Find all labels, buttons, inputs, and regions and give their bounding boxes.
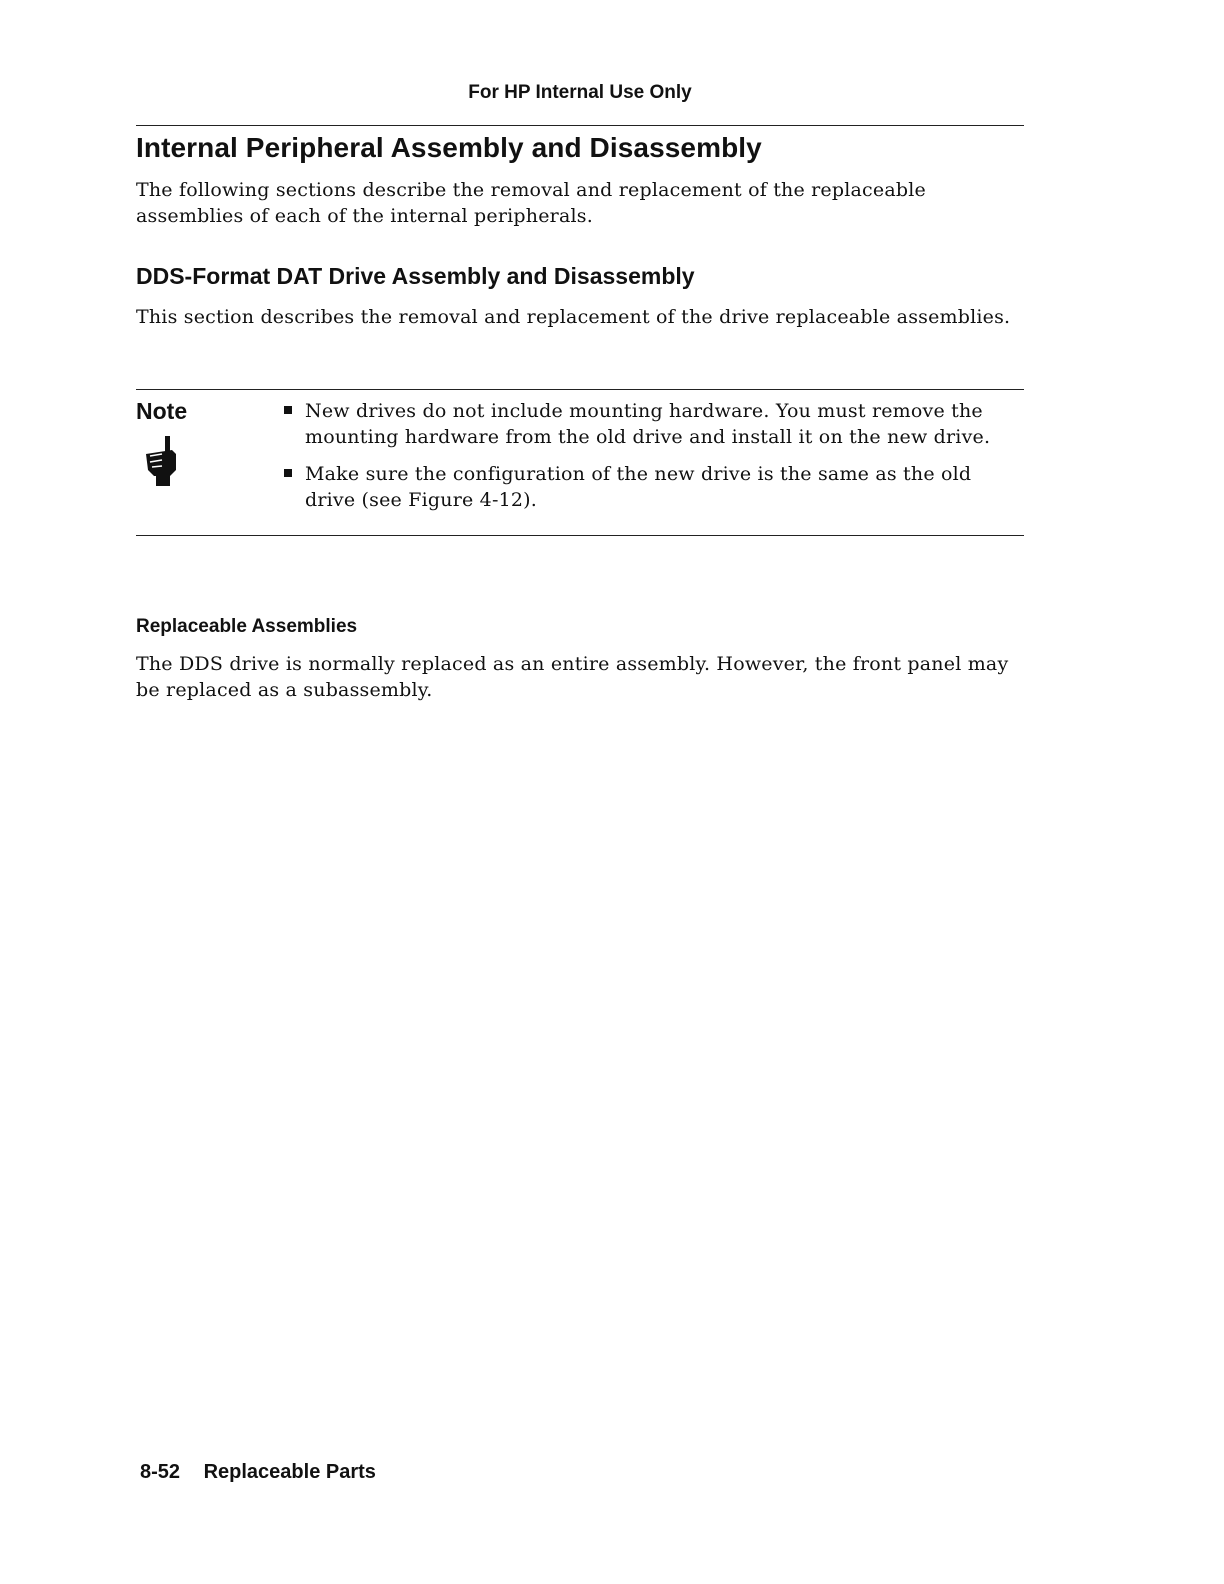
note-list	[284, 398, 1004, 524]
bullet-icon	[284, 406, 292, 414]
section-intro: The following sections describe the removal and replacement of the replaceable assemblies of each of the internal peripherals.	[136, 179, 926, 227]
note-label: Note	[136, 398, 188, 424]
subsection-title: DDS-Format DAT Drive Assembly and Disassembly	[136, 263, 695, 289]
header-rule	[136, 125, 1024, 126]
pointing-hand-icon	[140, 436, 180, 488]
note-item	[284, 461, 1004, 513]
note-bottom-rule	[136, 535, 1024, 536]
note-item-text: New drives do not include mounting hardware. You must remove the mounting hardware from the old drive and install it on the new drive.	[305, 400, 991, 448]
note-top-rule	[136, 389, 1024, 390]
section-title: Internal Peripheral Assembly and Disassembly	[136, 132, 762, 163]
replaceable-title: Replaceable Assemblies	[136, 616, 358, 637]
note-item	[284, 398, 1004, 450]
chapter-name: Replaceable Parts	[203, 1461, 376, 1483]
subsection-intro: This section describes the removal and replacement of the drive replaceable assemblies.	[136, 306, 1011, 328]
running-header: For HP Internal Use Only	[468, 82, 692, 103]
note-item-text: Make sure the configuration of the new drive is the same as the old drive (see Figure 4-12).	[305, 463, 972, 511]
page-footer	[140, 1461, 376, 1484]
replaceable-text: The DDS drive is normally replaced as an entire assembly. However, the front panel may be replaced as a subassembly.	[136, 653, 1009, 701]
bullet-icon	[284, 469, 292, 477]
page-number: 8-52	[140, 1461, 181, 1483]
